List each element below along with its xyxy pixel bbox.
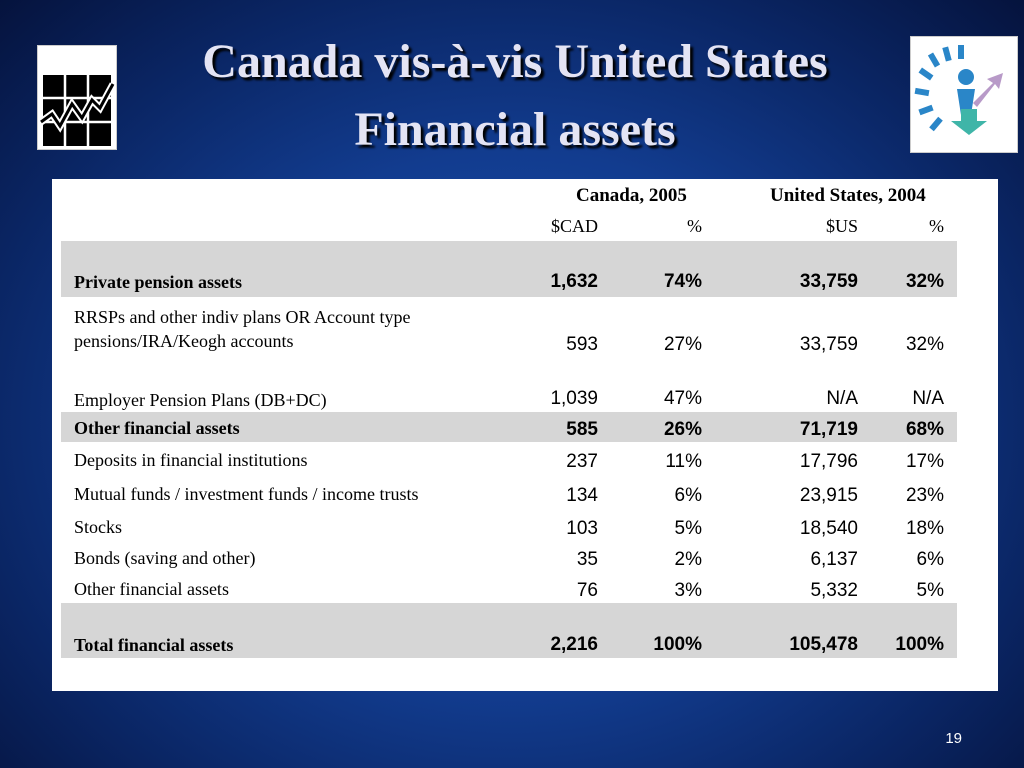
- cell-us: N/A: [826, 388, 858, 409]
- cell-cad-pct: 74%: [663, 271, 702, 292]
- row-label-private-pension: Private pension assets: [74, 272, 242, 292]
- header-canada: Canada, 2005: [576, 185, 687, 206]
- header-us-pct: %: [929, 216, 944, 236]
- cell-us: 71,719: [799, 419, 858, 440]
- cell-us: 6,137: [810, 549, 858, 570]
- header-us-unit: $US: [825, 216, 858, 236]
- page-number: 19: [945, 730, 962, 747]
- cell-us: 23,915: [799, 485, 858, 506]
- cell-cad-pct: 100%: [653, 634, 702, 655]
- cell-us-pct: 18%: [905, 518, 944, 539]
- row-label-employer-pension: Employer Pension Plans (DB+DC): [74, 390, 327, 410]
- cell-us: 5,332: [810, 580, 858, 601]
- row-label-other-financial: Other financial assets: [74, 418, 240, 438]
- cell-cad: 103: [566, 518, 598, 539]
- cell-cad: 585: [566, 419, 598, 440]
- cell-cad-pct: 3%: [674, 580, 702, 601]
- cell-cad-pct: 11%: [665, 451, 702, 472]
- cell-cad-pct: 2%: [674, 549, 702, 570]
- header-cad-unit: $CAD: [550, 216, 598, 236]
- cell-us-pct: 6%: [916, 549, 944, 570]
- cell-cad: 2,216: [550, 634, 598, 655]
- row-label-total: Total financial assets: [74, 635, 234, 655]
- row-label-other-financial-sub: Other financial assets: [74, 579, 229, 599]
- header-cad-pct: %: [687, 216, 702, 236]
- row-label-bonds: Bonds (saving and other): [74, 548, 256, 568]
- cell-cad: 237: [566, 451, 598, 472]
- cell-cad-pct: 26%: [663, 419, 702, 440]
- cell-us-pct: 100%: [895, 634, 944, 655]
- cell-us-pct: 23%: [905, 485, 944, 506]
- cell-us-pct: 17%: [905, 451, 944, 472]
- slide-title-line1: Canada vis-à-vis United States: [202, 35, 828, 88]
- row-label-deposits: Deposits in financial institutions: [74, 450, 308, 470]
- header-us: United States, 2004: [770, 185, 926, 206]
- cell-cad-pct: 27%: [663, 334, 702, 355]
- cell-cad-pct: 6%: [674, 485, 702, 506]
- cell-us: 105,478: [789, 634, 858, 655]
- row-label-rrsp-line2: pensions/IRA/Keogh accounts: [74, 331, 294, 351]
- cell-cad: 35: [576, 549, 598, 570]
- cell-cad-pct: 5%: [674, 518, 702, 539]
- cell-us: 33,759: [799, 271, 858, 292]
- cell-us-pct: 32%: [905, 271, 944, 292]
- cell-cad: 134: [566, 485, 598, 506]
- cell-us: 33,759: [799, 334, 858, 355]
- cell-us-pct: 5%: [916, 580, 944, 601]
- row-label-mutual-funds: Mutual funds / investment funds / income trusts: [74, 484, 419, 504]
- cell-us-pct: 68%: [905, 419, 944, 440]
- cell-cad: 76: [576, 580, 598, 601]
- cell-us: 18,540: [799, 518, 858, 539]
- cell-cad: 1,632: [550, 271, 598, 292]
- cell-us: 17,796: [799, 451, 858, 472]
- cell-cad-pct: 47%: [663, 388, 702, 409]
- slide-title-line2: Financial assets: [354, 103, 676, 156]
- cell-us-pct: 32%: [905, 334, 944, 355]
- cell-cad: 1,039: [550, 388, 598, 409]
- row-label-stocks: Stocks: [74, 517, 123, 537]
- organization-logo-icon: [910, 36, 1018, 153]
- cell-us-pct: N/A: [912, 388, 944, 409]
- cell-cad: 593: [566, 334, 598, 355]
- stock-chart-logo-icon: [37, 45, 117, 150]
- row-label-rrsp-line1: RRSPs and other indiv plans OR Account type: [74, 307, 411, 327]
